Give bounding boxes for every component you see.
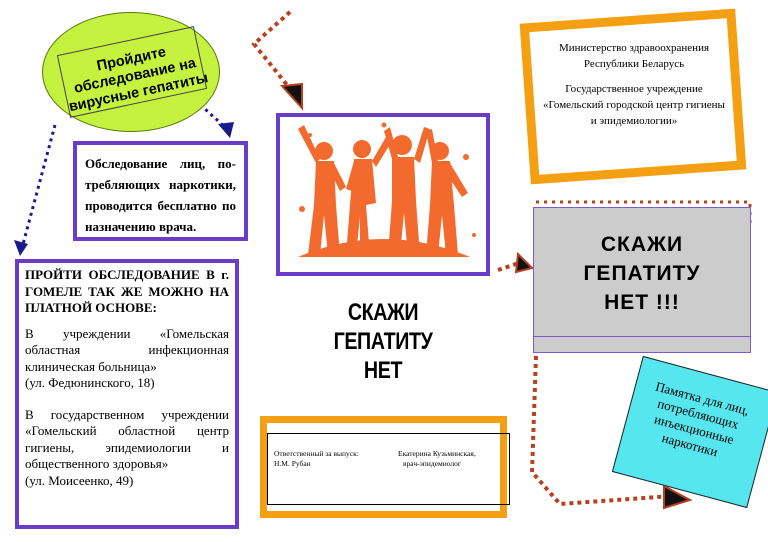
item-2-address: (ул. Моисеенко, 49) bbox=[25, 472, 134, 488]
item-2-text: В государственном учреждении «Гомельский областной центр гигиены, эпидемиологии и общественного здоровья» bbox=[25, 406, 229, 471]
say-no-line-2: ГЕПАТИТУ bbox=[583, 262, 701, 285]
blue-arrowhead-left bbox=[14, 240, 28, 256]
responsible-left bbox=[274, 449, 359, 469]
red-arrowhead-mid bbox=[516, 254, 532, 272]
people-illustration-frame bbox=[276, 113, 490, 276]
ministry-line-1: Министерство здравоохранения Республики Беларусь bbox=[558, 42, 710, 70]
paid-exam-item-2 bbox=[25, 407, 229, 490]
slogan bbox=[297, 298, 469, 385]
ministry-text bbox=[540, 40, 728, 138]
responsible-name-right: Екатерина Кузьминская, bbox=[398, 449, 476, 458]
item-1-address: (ул. Федюнинского, 18) bbox=[25, 375, 155, 390]
memo-text: Памятка для лиц, потребляющих инъекционные наркотики bbox=[652, 378, 751, 460]
responsible-right bbox=[398, 449, 476, 469]
red-arrow-top bbox=[254, 12, 296, 96]
item-1-text: В учреждении «Гомельская областная инфекционная клиническая больница» bbox=[25, 325, 229, 374]
responsible-inner-frame bbox=[267, 433, 510, 505]
free-exam-box bbox=[73, 141, 248, 241]
say-no-line-3: НЕТ !!! bbox=[604, 291, 680, 314]
people-silhouettes-icon bbox=[280, 117, 486, 272]
responsible-label: Ответственный за выпуск: bbox=[274, 449, 359, 458]
responsible-name-left: Н.М. Рубан bbox=[274, 459, 311, 468]
paid-exam-item-1 bbox=[25, 326, 229, 392]
ministry-line-2: Государственное учреждение «Гомельский городской центр гигиены и эпидемиологии» bbox=[543, 83, 725, 127]
responsible-role-right: врач-эпидемиолог bbox=[403, 459, 461, 468]
paid-exam-box bbox=[15, 259, 239, 529]
slogan-line-2: НЕТ bbox=[363, 357, 403, 384]
say-no-line-1: СКАЖИ bbox=[600, 233, 684, 256]
blue-arrow-left bbox=[22, 125, 55, 248]
paid-exam-heading: ПРОЙТИ ОБСЛЕДОВАНИЕ В г. ГОМЕЛЕ ТАК ЖЕ МОЖНО НА ПЛАТНОЙ ОСНОВЕ: bbox=[25, 267, 229, 315]
say-no-divider bbox=[533, 336, 751, 337]
red-arrowhead-top bbox=[282, 84, 302, 108]
blue-arrowhead-right bbox=[218, 122, 234, 138]
free-exam-text: Обследование лиц, потребляющих наркотики, проводится бесплатно по назначению врача. bbox=[85, 156, 236, 234]
say-no-text bbox=[546, 230, 738, 317]
slogan-line-1: СКАЖИ ГЕПАТИТУ bbox=[333, 299, 433, 355]
bubble-text: Пройдите обследование на вирусные гепатиты bbox=[67, 43, 210, 115]
